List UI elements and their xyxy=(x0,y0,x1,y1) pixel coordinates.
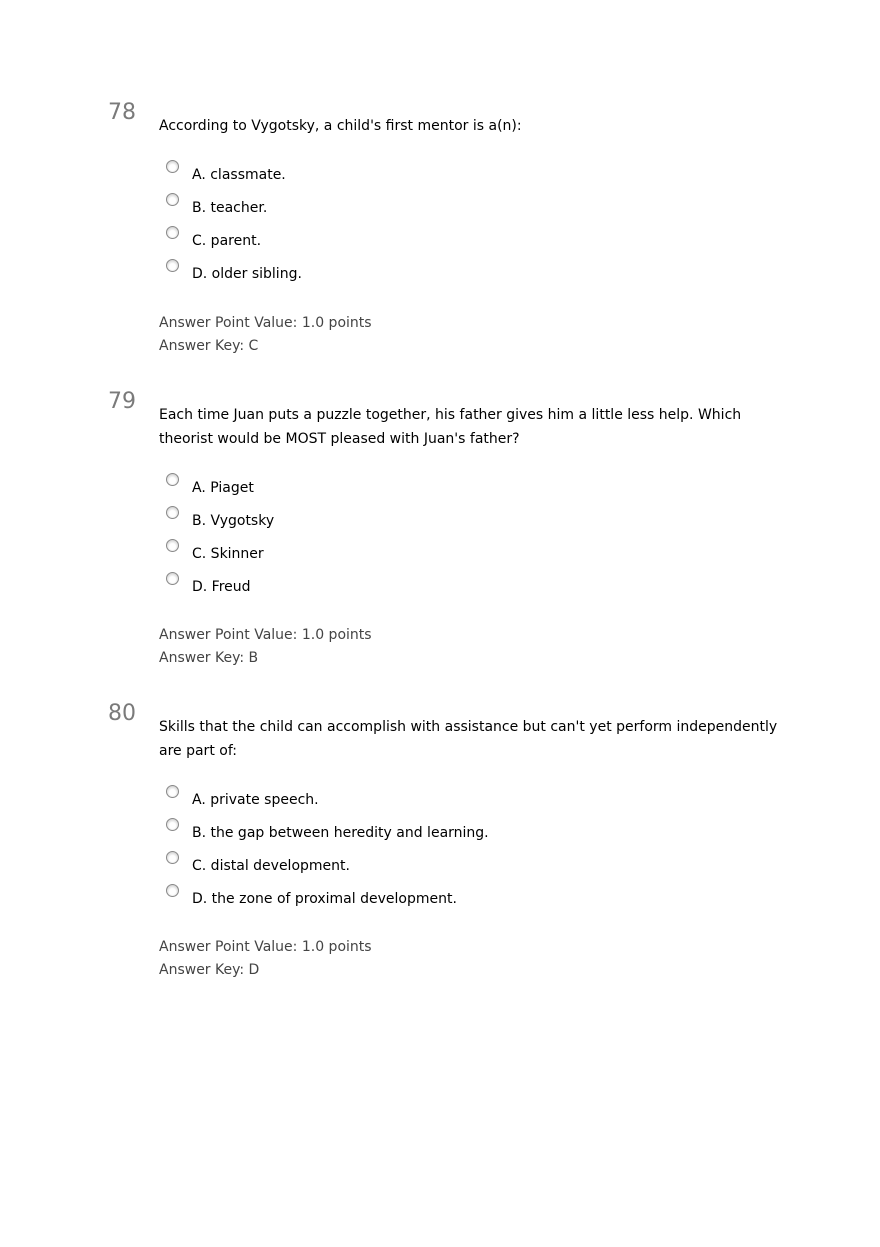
radio-button-icon[interactable] xyxy=(166,226,179,239)
option-d[interactable] xyxy=(166,572,274,605)
answer-options xyxy=(166,785,489,917)
answer-key: Answer Key: C xyxy=(159,338,259,354)
point-value: Answer Point Value: 1.0 points xyxy=(159,627,372,643)
question-number: 79 xyxy=(108,389,136,414)
point-value: Answer Point Value: 1.0 points xyxy=(159,939,372,955)
answer-key: Answer Key: B xyxy=(159,650,259,666)
radio-button-icon[interactable] xyxy=(166,473,179,486)
option-label: D. the zone of proximal development. xyxy=(192,891,457,907)
option-b[interactable] xyxy=(166,193,302,226)
option-b[interactable] xyxy=(166,506,274,539)
option-a[interactable] xyxy=(166,160,302,193)
option-label: B. the gap between heredity and learning. xyxy=(192,825,489,841)
option-d[interactable] xyxy=(166,884,489,917)
option-label: C. Skinner xyxy=(192,546,264,562)
option-b[interactable] xyxy=(166,818,489,851)
option-label: D. older sibling. xyxy=(192,266,302,282)
option-label: C. parent. xyxy=(192,233,262,249)
option-d[interactable] xyxy=(166,259,302,292)
answer-options xyxy=(166,473,274,605)
question-number: 78 xyxy=(108,100,136,125)
radio-button-icon[interactable] xyxy=(166,259,179,272)
answer-options xyxy=(166,160,302,292)
option-a[interactable] xyxy=(166,473,274,506)
point-value: Answer Point Value: 1.0 points xyxy=(159,315,372,331)
radio-button-icon[interactable] xyxy=(166,785,179,798)
radio-button-icon[interactable] xyxy=(166,160,179,173)
option-label: B. Vygotsky xyxy=(192,513,275,529)
option-a[interactable] xyxy=(166,785,489,818)
option-label: A. Piaget xyxy=(192,480,254,496)
radio-button-icon[interactable] xyxy=(166,506,179,519)
question-number: 80 xyxy=(108,701,136,726)
option-label: B. teacher. xyxy=(192,200,268,216)
option-label: A. private speech. xyxy=(192,792,319,808)
question-text: According to Vygotsky, a child's first mentor is a(n): xyxy=(159,118,522,134)
radio-button-icon[interactable] xyxy=(166,572,179,585)
option-label: D. Freud xyxy=(192,579,251,595)
radio-button-icon[interactable] xyxy=(166,884,179,897)
radio-button-icon[interactable] xyxy=(166,851,179,864)
question-text: Skills that the child can accomplish with assistance but can't yet perform independently are part of: xyxy=(159,719,778,759)
option-c[interactable] xyxy=(166,539,274,572)
option-label: C. distal development. xyxy=(192,858,350,874)
radio-button-icon[interactable] xyxy=(166,539,179,552)
radio-button-icon[interactable] xyxy=(166,818,179,831)
radio-button-icon[interactable] xyxy=(166,193,179,206)
option-c[interactable] xyxy=(166,226,302,259)
option-c[interactable] xyxy=(166,851,489,884)
question-text: Each time Juan puts a puzzle together, his father gives him a little less help. Which theorist would be MOST pleased with Juan's father? xyxy=(159,407,742,447)
option-label: A. classmate. xyxy=(192,167,286,183)
answer-key: Answer Key: D xyxy=(159,962,260,978)
